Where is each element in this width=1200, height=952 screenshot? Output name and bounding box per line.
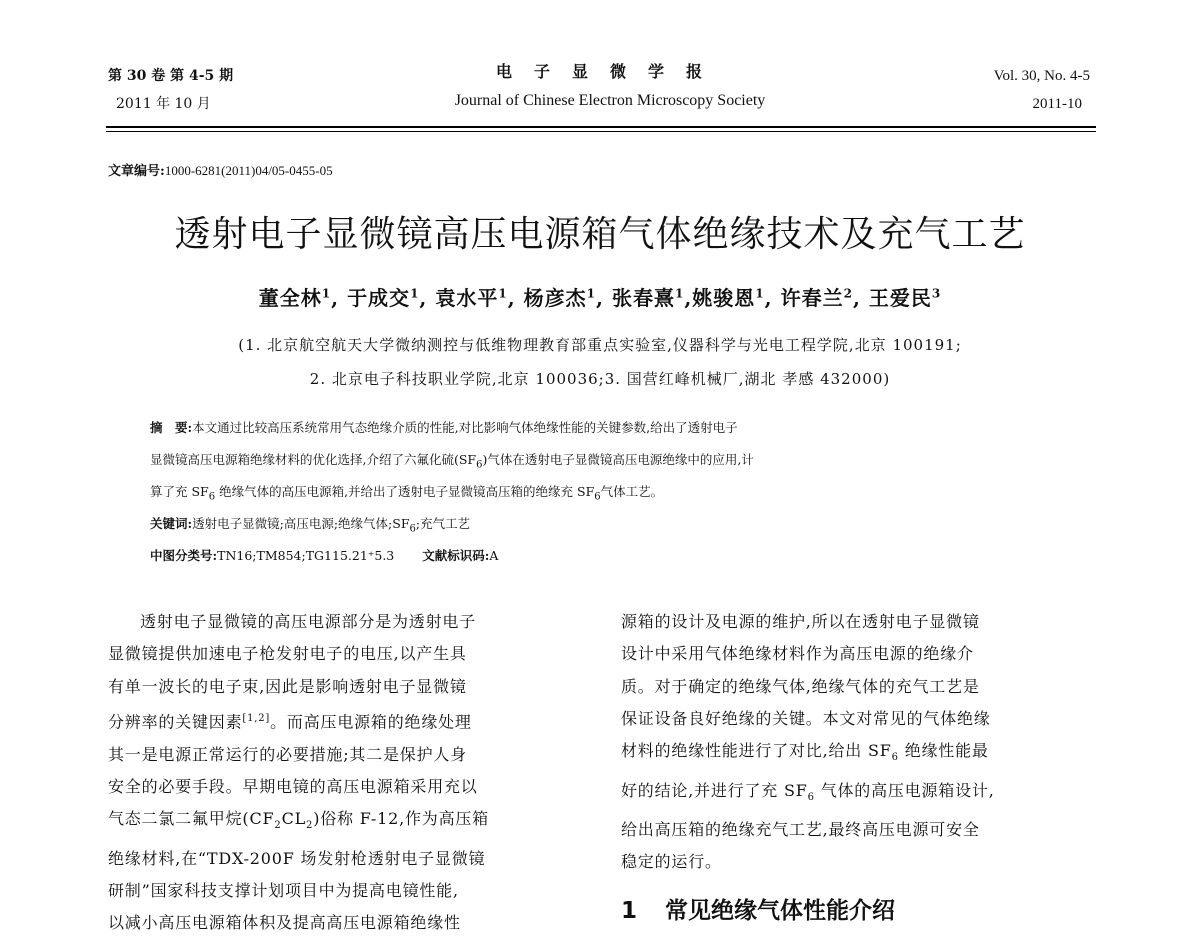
header-journal [360,58,860,116]
body-text: 材料的绝缘性能进行了对比,给出 SF [621,741,892,761]
body-text: 气体的高压电源箱设计, [814,780,995,800]
author: 董全林 [258,286,322,310]
body-column-right [621,606,1091,879]
body-text: 分辨率的关键因素 [108,712,243,732]
abstract-text: )气体在透射电子显微镜高压电源绝缘中的应用,计 [482,452,754,467]
journal-name-cn: 电子显微学报 [495,62,724,81]
section-title: 常见绝缘气体性能介绍 [665,898,895,924]
body-text: 绝缘性能最 [898,741,989,761]
body-line: 安全的必要手段。早期电镜的高压电源箱采用充以 [108,776,478,796]
abstract-text: 气体工艺。 [600,484,664,499]
doc-code-value: A [489,548,499,563]
classification [150,548,1050,564]
author-affiliation-mark: 2 [843,286,853,301]
author: 杨彦杰 [523,286,587,310]
author: 张春熹 [611,286,675,310]
author-affiliation-mark: 3 [931,286,942,301]
abstract-label: 摘 要: [150,420,193,435]
abstract-line-1 [150,420,1050,436]
abstract-text: 绝缘气体的高压电源箱,并给出了透射电子显微镜高压箱的绝缘充 SF [215,484,595,499]
abstract-text: 显微镜高压电源箱绝缘材料的优化选择,介绍了六氟化硫(SF [150,452,477,467]
header-rule-thick [106,126,1096,128]
date-en: 2011-10 [1032,96,1082,112]
subscript: 6 [891,752,899,764]
body-line: 设计中采用气体绝缘材料作为高压电源的绝缘介 [621,644,974,664]
clc-value: TN16;TM854;TG115.21⁺5.3 [217,548,395,563]
body-text: )俗称 F-12,作为高压箱 [313,809,489,829]
author-affiliation-mark: 1 [410,286,420,301]
body-line: 有单一波长的电子束,因此是影响透射电子显微镜 [108,676,467,696]
author-affiliation-mark: 1 [586,286,597,301]
subscript: 6 [594,491,601,503]
author-affiliation-mark: 1 [498,286,508,301]
keywords [150,516,1050,538]
body-line [108,803,578,842]
author-affiliation-mark: 1 [755,286,765,301]
clc-label: 中图分类号: [150,548,218,563]
body-text: 好的结论,并进行了充 SF [621,780,808,800]
body-line: 保证设备良好绝缘的关键。本文对常见的气体绝缘 [621,708,991,728]
affiliation-line-2: 2. 北京电子科技职业学院,北京 100036;3. 国营红峰机械厂,湖北 孝感 432000) [309,370,891,388]
body-line: 质。对于确定的绝缘气体,绝缘气体的充气工艺是 [621,676,980,696]
subscript: 2 [274,820,282,832]
author-affiliation-mark: 1 [321,286,332,301]
abstract-text: 本文通过比较高压系统常用气态绝缘介质的性能,对比影响气体绝缘性能的关键参数,给出了透射电子 [192,420,738,435]
body-text: CL [281,809,307,829]
subscript: 6 [807,791,815,803]
citation-ref: [1,2] [242,712,271,724]
body-line: 其一是电源正常运行的必要措施;其二是保护人身 [108,744,467,764]
abstract-line-2 [150,452,1050,474]
body-line: 研制”国家科技支撑计划项目中为提高电镜性能, [108,880,459,900]
author: 许春兰 [780,286,844,310]
section-heading [621,892,895,925]
body-line [621,775,1091,814]
article-number [108,160,333,179]
abstract-text: 算了充 SF [150,484,209,499]
volume-issue-cn: 第 30 卷 第 4-5 期 [108,68,234,84]
keywords-label: 关键词: [150,516,193,531]
author: 姚骏恩 [692,286,756,310]
date-cn: 2011 年 10 月 [116,96,211,112]
subscript: 6 [208,491,216,503]
body-line: 稳定的运行。 [621,852,722,872]
body-line [108,703,578,739]
abstract-line-3 [150,484,1050,506]
paper-title: 透射电子显微镜高压电源箱气体绝缘技术及充气工艺 [174,214,1026,255]
article-number-label: 文章编号: [108,164,165,179]
affiliation-line-1: (1. 北京航空航天大学微纳测控与低维物理教育部重点实验室,仪器科学与光电工程学院,北京 100191; [238,336,962,354]
volume-issue-en: Vol. 30, No. 4-5 [993,68,1090,84]
body-text: 。而高压电源箱的绝缘处理 [270,712,472,732]
body-text: 气态二氯二氟甲烷(CF [108,809,275,829]
author-affiliation-mark: 1 [674,286,685,301]
header-volume-en [994,62,1090,118]
body-line: 显微镜提供加速电子枪发射电子的电压,以产生具 [108,644,467,664]
doc-code-label: 文献标识码: [422,548,490,563]
author: 于成交 [347,286,411,310]
body-line: 以减小高压电源箱体积及提高高压电源箱绝缘性 [108,913,461,933]
body-line [621,735,1091,774]
subscript: 2 [306,820,314,832]
keywords-text: 透射电子显微镜;高压电源;绝缘气体;SF [192,516,410,531]
header-volume-cn [108,62,233,118]
subscript: 6 [409,523,416,535]
body-line: 给出高压箱的绝缘充气工艺,最终高压电源可安全 [621,820,980,840]
article-number-value: 1000-6281(2011)04/05-0455-05 [164,163,333,178]
body-line: 透射电子显微镜的高压电源部分是为透射电子 [140,612,477,631]
author: 王爱民 [868,286,932,310]
author: 袁水平 [435,286,499,310]
journal-name-en: Journal of Chinese Electron Microscopy Society [454,92,766,109]
subscript: 6 [476,459,483,471]
body-column-left [108,606,578,939]
body-line: 源箱的设计及电源的维护,所以在透射电子显微镜 [621,612,980,631]
body-line: 绝缘材料,在“TDX-200F 场发射枪透射电子显微镜 [108,848,486,868]
section-number: 1 [621,898,638,924]
keywords-text: ;充气工艺 [415,516,471,531]
author-list: 董全林$^1$, 于成交$^1$, 袁水平$^1$, 杨彦杰$^1$, 张春熹$^1$,姚骏恩$^1$, 许春兰$^2$, 王爱民$^3$ [258,286,942,310]
header-rule-thin [106,131,1096,132]
